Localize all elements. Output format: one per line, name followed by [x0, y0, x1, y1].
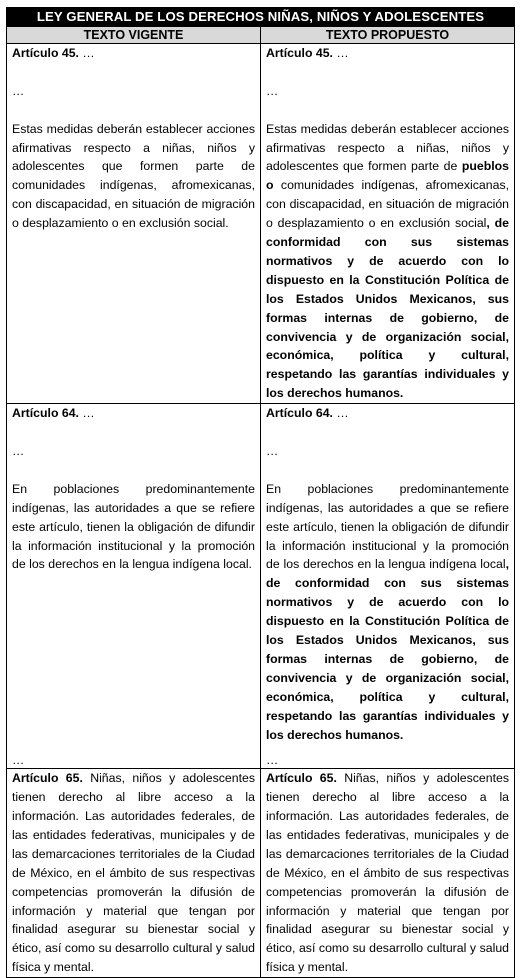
article-label-suffix: … [332, 46, 349, 60]
cell-current-article-65 [7, 769, 261, 978]
article-label: Artículo 64. [266, 406, 333, 421]
article-label-suffix: … [78, 46, 95, 60]
article-label: Artículo 45. [266, 46, 333, 60]
comparison-table [6, 7, 515, 978]
text-run: Niñas, niños y adolescentes tienen derecho al libre acceso a la información. Las autoridades federales, de las entidades federativas, municipales y de las demarcaciones territoriales de la Ciudad de México, en el ámbito de sus respectivas competencias promoverán la difusión de información y material que tengan por finalidad asegurar su bienestar social y ético, así como su desarrollo cultural y salud física y mental. [12, 771, 255, 975]
table-title: LEY GENERAL DE LOS DERECHOS NIÑAS, NIÑOS Y ADOLESCENTES [7, 8, 515, 27]
column-header-proposed-text: TEXTO PROPUESTO [261, 27, 515, 44]
text-run: comunidades indígenas, afromexicanas, con discapacidad, en situación de migración o desplazamiento o en exclusión social [266, 178, 510, 231]
paragraph-text [266, 120, 509, 404]
paragraph-text: En poblaciones predominantemente indígenas, las autoridades a que se refiere este artículo, tienen la obligación de difundir la información institucional y la promoción de los derechos en la lengua indígena local. [12, 481, 255, 572]
table-row-article-65 [7, 769, 515, 978]
ellipsis: … [12, 443, 25, 458]
article-label: Artículo 65. [266, 771, 337, 786]
text-run: Niñas, niños y adolescentes tienen derecho al libre acceso a la información. Las autoridades federales, de las entidades federativas, municipales y de las demarcaciones territoriales de la Ciudad de México, en el ámbito de sus respectivas competencias promoverán la difusión de información y material que tengan por finalidad asegurar su bienestar social y ético, así como su desarrollo cultural y salud física y mental. [266, 771, 510, 975]
cell-current-article-45 [7, 44, 261, 404]
cell-proposed-article-64 [261, 404, 515, 769]
trailing-ellipsis: … [12, 753, 25, 768]
paragraph-text [266, 769, 509, 977]
paragraph-text [266, 480, 509, 745]
cell-proposed-article-45 [261, 44, 515, 404]
table-row-article-64 [7, 404, 515, 769]
paragraph-text [12, 769, 255, 977]
text-run: Estas medidas deberán establecer acciones afirmativas respecto a niñas, niños y adolescentes que formen parte de [266, 121, 510, 174]
bold-text-run: , de conformidad con sus sistemas normativos y de acuerdo con lo dispuesto en la Constitución Política de los Estados Unidos Mexicanos, sus formas internas de gobierno, de convivencia y de organización social, económica, política y cultural, respetando las garantías individuales y los derechos humanos. [266, 216, 510, 401]
table-row-article-45 [7, 44, 515, 404]
article-label-suffix: … [332, 406, 349, 421]
ellipsis: … [266, 443, 279, 458]
text-run: En poblaciones predominantemente indígenas, las autoridades a que se refiere este artículo, tienen la obligación de difundir la información institucional y la promoción de los derechos en la lengua indígena local [266, 481, 510, 572]
article-label-suffix: … [78, 406, 95, 421]
article-label: Artículo 45. [12, 46, 79, 60]
article-label: Artículo 64. [12, 406, 79, 421]
trailing-ellipsis: … [266, 753, 279, 768]
cell-current-article-64 [7, 404, 261, 769]
paragraph-text: Estas medidas deberán establecer acciones afirmativas respecto a niñas, niños y adolescentes que formen parte de comunidades indígenas, afromexicanas, con discapacidad, en situación de migración o desplazamiento o en exclusión social. [12, 121, 255, 231]
article-label: Artículo 65. [12, 771, 83, 786]
bold-text-run: , de conformidad con sus sistemas normativos y de acuerdo con lo dispuesto en la Constitución Política de los Estados Unidos Mexicanos, sus formas internas de gobierno, de convivencia y de organización social, económica, política y cultural, respetando las garantías individuales y los derechos humanos. [266, 557, 510, 742]
column-header-current-text: TEXTO VIGENTE [7, 27, 261, 44]
cell-proposed-article-65 [261, 769, 515, 978]
ellipsis: … [12, 83, 25, 98]
ellipsis: … [266, 83, 279, 98]
bold-text-run: pueblos o [266, 159, 510, 193]
